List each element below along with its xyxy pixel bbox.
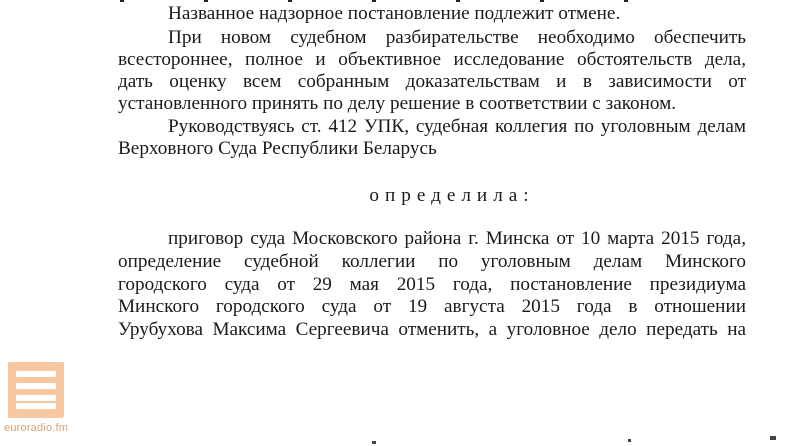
text-line: дать оценку всем собранным доказательствам и в зависимости от	[118, 71, 746, 92]
text-line: Руководствуясь ст. 412 УПК, судебная коллегия по уголовным делам	[168, 116, 746, 137]
logo-e-icon	[16, 371, 56, 409]
text-line: приговор суда Московского района г. Минска от 10 марта 2015 года,	[168, 228, 746, 249]
section-heading: определила:	[369, 185, 535, 206]
text-line: городского суда от 29 мая 2015 года, постановление президиума	[118, 274, 746, 295]
euroradio-logo	[8, 362, 66, 420]
cut-off-text-fragment	[120, 0, 740, 2]
text-line: При новом судебном разбирательстве необходимо обеспечить	[168, 27, 746, 48]
text-line: Верховного Суда Республики Беларусь	[118, 138, 437, 159]
text-line: определение судебной коллегии по уголовным делам Минского	[118, 251, 746, 272]
text-line: Минского городского суда от 19 августа 2015 года в отношении	[118, 296, 746, 317]
text-line: установленного принять по делу решение в соответствии с законом.	[118, 93, 677, 114]
text-line: всестороннее, полное и объективное исследование обстоятельств дела,	[118, 49, 746, 70]
watermark-text: euroradio.fm	[4, 422, 69, 434]
text-line: Названное надзорное постановление подлежит отмене.	[168, 3, 621, 24]
scan-artifact	[770, 436, 776, 440]
scan-artifact	[628, 439, 631, 442]
scan-artifact	[372, 441, 376, 444]
text-line: Урубухова Максима Сергеевича отменить, а уголовное дело передать на	[118, 319, 746, 340]
